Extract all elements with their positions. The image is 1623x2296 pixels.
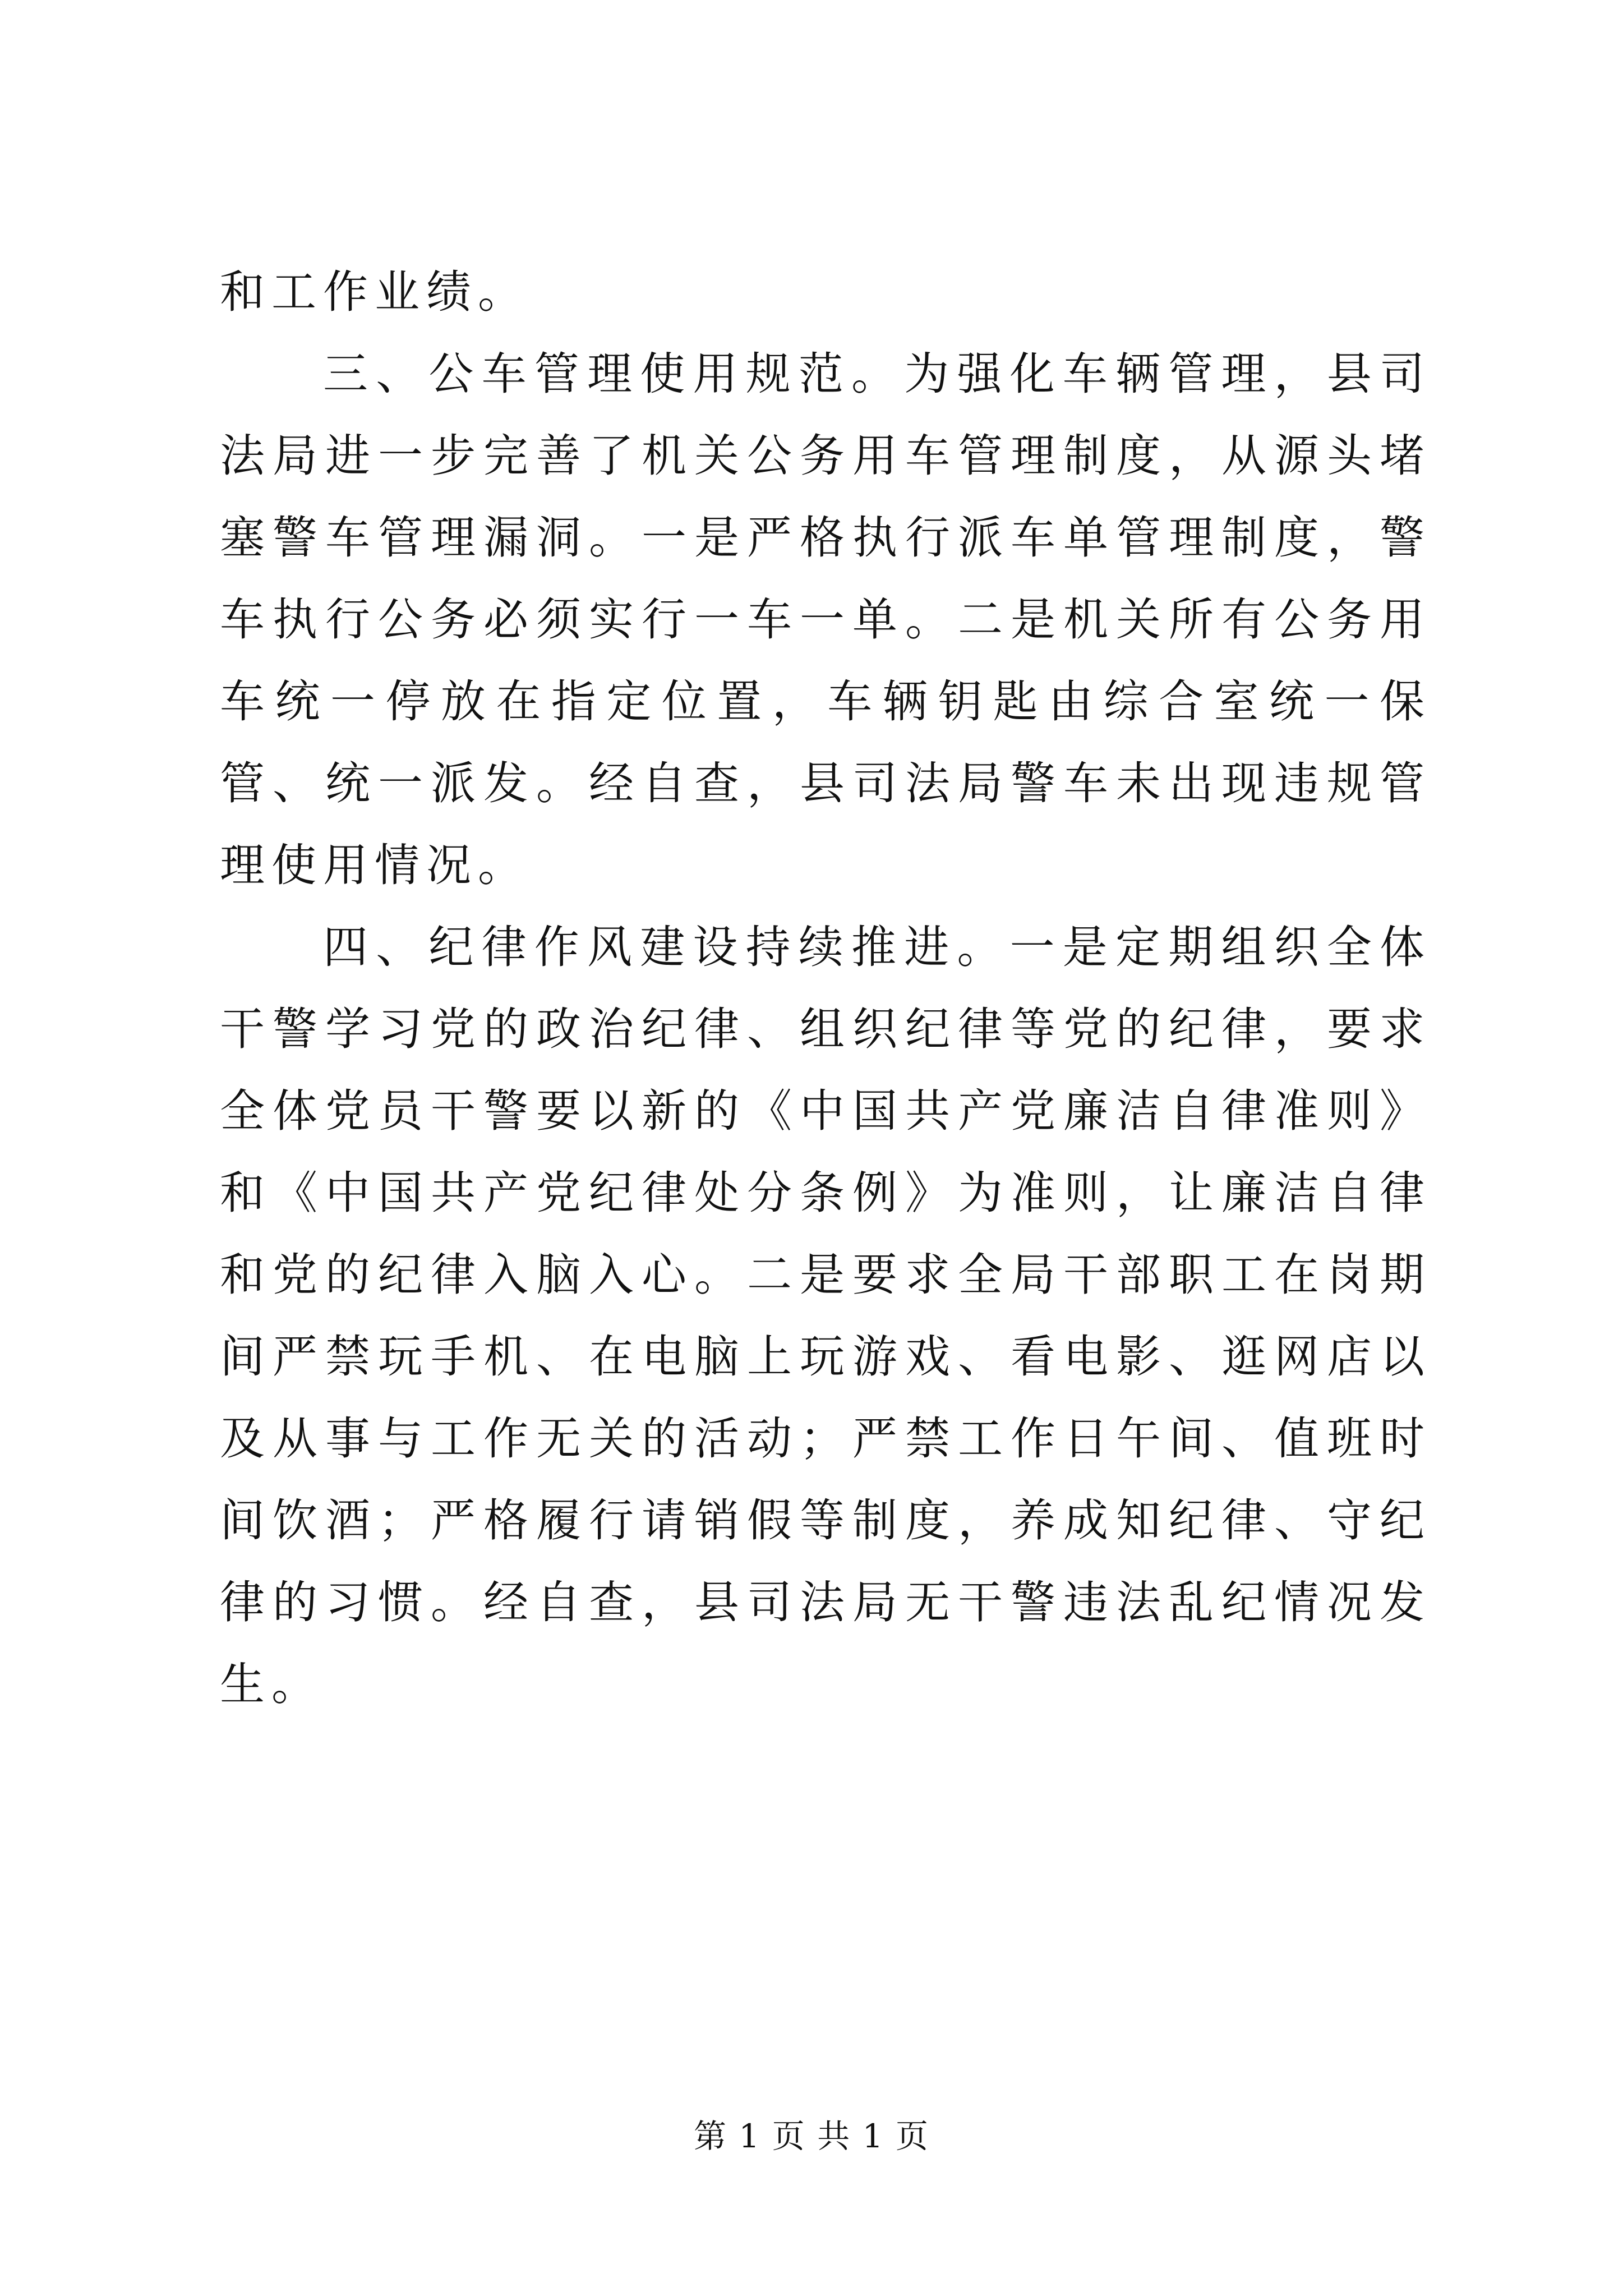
paragraph-section-4-discipline: 四、纪律作风建设持续推进。一是定期组织全体干警学习党的政治纪律、组织纪律等党的纪律，要求全体党员干警要以新的《中国共产党廉洁自律准则》和《中国共产党纪律处分条例》为准则，让廉洁自律和党的纪律入脑入心。二是要求全局干部职工在岗期间严禁玩手机、在电脑上玩游戏、看电影、逛网店以及从事与工作无关的活动；严禁工作日午间、值班时间饮酒；严格履行请销假等制度，养成知纪律、守纪律的习惯。经自查，县司法局无干警违法乱纪情况发生。 (220, 921, 1431, 1710)
paragraph-section-3-vehicle-management: 三、公车管理使用规范。为强化车辆管理，县司法局进一步完善了机关公务用车管理制度，从源头堵塞警车管理漏洞。一是严格执行派车单管理制度，警车执行公务必须实行一车一单。二是机关所有公务用车统一停放在指定位置，车辆钥匙由综合室统一保管、统一派发。经自查，县司法局警车未出现违规管理使用情况。 (220, 348, 1431, 891)
page-number-footer: 第 1 页 共 1 页 (694, 2117, 929, 2155)
document-body (220, 251, 1431, 1726)
paragraph-continuation: 和工作业绩。 (220, 266, 529, 318)
